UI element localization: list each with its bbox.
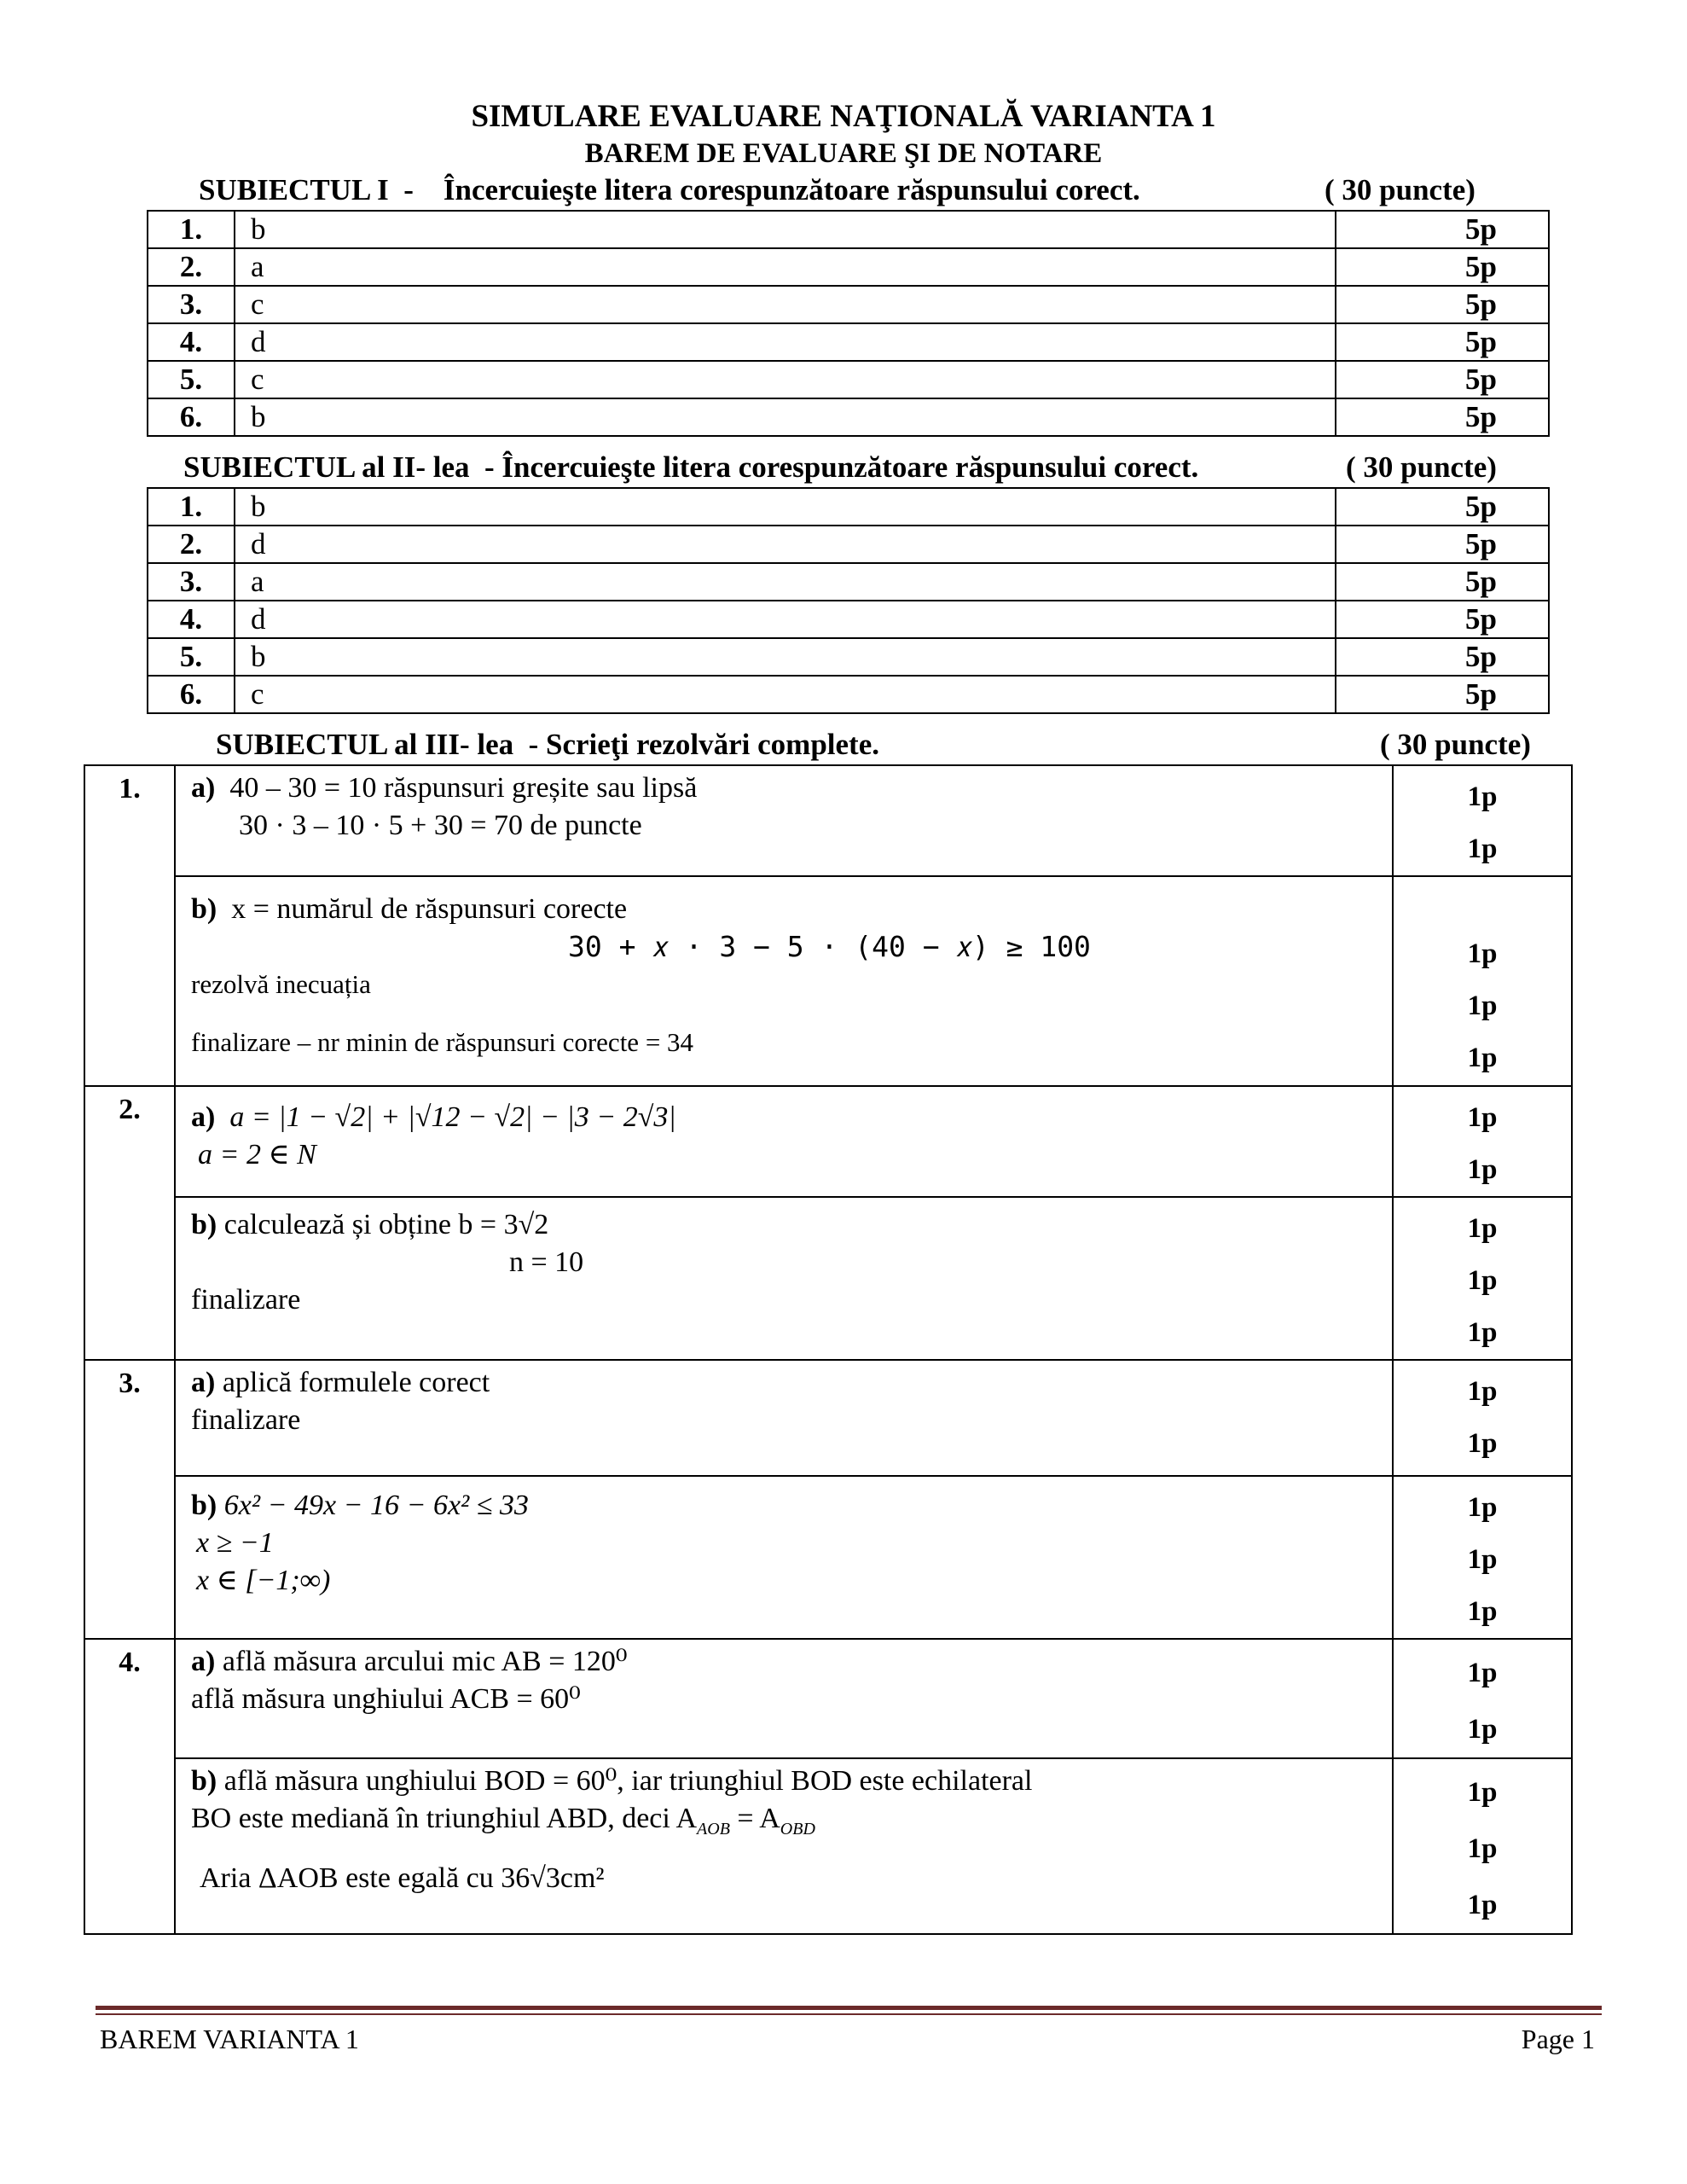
subject3-heading: SUBIECTUL al III- lea - Scrieţi rezolvări complete.	[216, 728, 879, 761]
table-row	[148, 398, 1549, 436]
formula: a = |1 − √2| + |√12 − √2| − |3 − 2√3|	[229, 1101, 676, 1133]
row-number: 2.	[148, 526, 235, 563]
footer-left: BAREM VARIANTA 1	[100, 2024, 359, 2054]
row-number: 1.	[148, 488, 235, 526]
table-row	[148, 676, 1549, 713]
problem-number: 1.	[84, 765, 175, 1086]
footer-rule	[96, 2006, 1602, 2010]
row-points: 5p	[1336, 286, 1549, 323]
footer-page: Page 1	[1521, 2024, 1595, 2054]
row-number: 3.	[148, 563, 235, 601]
problem-4b	[175, 1758, 1393, 1934]
row-number: 2.	[148, 248, 235, 286]
points-cell	[1393, 1086, 1572, 1197]
points-value: 1p	[1467, 1596, 1498, 1627]
table-row	[84, 1639, 1572, 1758]
points-value: 1p	[1467, 1102, 1498, 1133]
table-row	[84, 1758, 1572, 1934]
table-row	[148, 488, 1549, 526]
page-title: SIMULARE EVALUARE NAŢIONALĂ VARIANTA 1	[471, 99, 1216, 134]
points-value: 1p	[1467, 1317, 1498, 1348]
points-cell	[1393, 1476, 1572, 1639]
row-points: 5p	[1336, 601, 1549, 638]
subject2-points: ( 30 puncte)	[1346, 450, 1497, 484]
solution-line: finalizare	[191, 1404, 301, 1436]
points-cell	[1393, 1360, 1572, 1476]
table-row	[148, 563, 1549, 601]
part-label: b)	[191, 1490, 217, 1521]
row-number: 5.	[148, 638, 235, 676]
row-answer: a	[235, 563, 1336, 601]
subject3-points: ( 30 puncte)	[1380, 728, 1531, 761]
row-answer: b	[235, 638, 1336, 676]
points-value: 1p	[1467, 834, 1498, 864]
points-value: 1p	[1467, 1833, 1498, 1864]
points-value: 1p	[1467, 1043, 1498, 1073]
subject3-table	[84, 764, 1573, 1935]
solution-line: a = 2 ∈ N	[198, 1139, 316, 1170]
row-points: 5p	[1336, 323, 1549, 361]
part-label: a)	[191, 772, 216, 804]
problem-number: 2.	[84, 1086, 175, 1360]
points-cell	[1393, 876, 1572, 1086]
part-label: b)	[191, 1209, 217, 1240]
row-answer: c	[235, 361, 1336, 398]
row-points: 5p	[1336, 398, 1549, 436]
table-row	[84, 876, 1572, 1086]
row-number: 1.	[148, 211, 235, 248]
solution-line: BO este mediană în triunghiul ABD, deci A	[191, 1803, 698, 1834]
problem-2b	[175, 1197, 1393, 1360]
points-value: 1p	[1467, 1492, 1498, 1523]
points-value: 1p	[1467, 1544, 1498, 1575]
points-cell	[1393, 1758, 1572, 1934]
solution-line: 40 – 30 = 10 răspunsuri greșite sau lipsă	[229, 772, 698, 804]
footer-rule-thin	[96, 2013, 1602, 2015]
problem-number: 4.	[84, 1639, 175, 1934]
solution-line: finalizare	[191, 1284, 301, 1316]
row-answer: d	[235, 526, 1336, 563]
part-label: a)	[191, 1646, 216, 1677]
row-answer: c	[235, 286, 1336, 323]
subject1-points: ( 30 puncte)	[1325, 173, 1475, 206]
problem-2a	[175, 1086, 1393, 1197]
solution-line: n = 10	[509, 1246, 584, 1278]
part-label: a)	[191, 1367, 216, 1398]
row-points: 5p	[1336, 526, 1549, 563]
table-row	[84, 1197, 1572, 1360]
subject2-heading: SUBIECTUL al II- lea - Încercuieşte litera corespunzătoare răspunsului corect.	[183, 450, 1199, 484]
points-value: 1p	[1467, 1777, 1498, 1808]
solution-line: află măsura arcului mic AB = 120⁰	[222, 1646, 628, 1677]
row-answer: d	[235, 601, 1336, 638]
points-value: 1p	[1467, 1213, 1498, 1244]
table-row	[84, 1086, 1572, 1197]
row-answer: d	[235, 323, 1336, 361]
solution-line: află măsura unghiului ACB = 60⁰	[191, 1683, 581, 1715]
points-value: 1p	[1467, 1265, 1498, 1296]
part-label: b)	[191, 1765, 217, 1797]
problem-4a	[175, 1639, 1393, 1758]
row-points: 5p	[1336, 361, 1549, 398]
points-value: 1p	[1467, 1658, 1498, 1688]
points-value: 1p	[1467, 781, 1498, 812]
table-row	[148, 286, 1549, 323]
points-cell	[1393, 1197, 1572, 1360]
row-answer: c	[235, 676, 1336, 713]
points-cell	[1393, 765, 1572, 876]
row-answer: b	[235, 488, 1336, 526]
row-number: 6.	[148, 676, 235, 713]
solution-line: finalizare – nr minin de răspunsuri corecte = 34	[191, 1027, 694, 1057]
solution-line: x ≥ −1	[196, 1527, 274, 1559]
part-label: a)	[191, 1101, 216, 1133]
row-number: 6.	[148, 398, 235, 436]
points-cell	[1393, 1639, 1572, 1758]
table-row	[148, 526, 1549, 563]
solution-line: aplică formulele corect	[222, 1367, 490, 1398]
points-value: 1p	[1467, 1428, 1498, 1459]
row-number: 3.	[148, 286, 235, 323]
row-number: 5.	[148, 361, 235, 398]
points-value: 1p	[1467, 1714, 1498, 1745]
solution-line: 30 · 3 – 10 · 5 + 30 = 70 de puncte	[239, 810, 642, 841]
subject1-table	[147, 210, 1550, 437]
solution-line: află măsura unghiului BOD = 60⁰, iar triunghiul BOD este echilateral	[223, 1765, 1033, 1797]
row-number: 4.	[148, 601, 235, 638]
part-label: b)	[191, 893, 217, 925]
solution-line: x ∈ [−1;∞)	[196, 1565, 331, 1596]
solution-line: calculează și obține b = 3√2	[223, 1209, 549, 1240]
table-row	[148, 601, 1549, 638]
table-row	[84, 765, 1572, 876]
formula: 6x² − 49x − 16 − 6x² ≤ 33	[223, 1490, 529, 1521]
table-row	[148, 323, 1549, 361]
problem-1a	[175, 765, 1393, 876]
subscript: OBD	[780, 1819, 815, 1838]
row-points: 5p	[1336, 488, 1549, 526]
row-points: 5p	[1336, 676, 1549, 713]
row-points: 5p	[1336, 211, 1549, 248]
row-points: 5p	[1336, 563, 1549, 601]
points-value: 1p	[1467, 1154, 1498, 1185]
page-subtitle: BAREM DE EVALUARE ŞI DE NOTARE	[584, 138, 1103, 169]
table-row	[148, 211, 1549, 248]
row-answer: a	[235, 248, 1336, 286]
solution-line: Aria ΔAOB este egală cu 36√3cm²	[200, 1862, 605, 1894]
problem-1b	[175, 876, 1393, 1086]
problem-3a	[175, 1360, 1393, 1476]
solution-line: rezolvă inecuația	[191, 969, 371, 999]
problem-number: 3.	[84, 1360, 175, 1639]
table-row	[84, 1476, 1572, 1639]
row-number: 4.	[148, 323, 235, 361]
table-row	[148, 638, 1549, 676]
formula: 30 + 𝑥 · 3 − 5 · (40 − 𝑥) ≥ 100	[568, 930, 1091, 963]
row-answer: b	[235, 398, 1336, 436]
table-row	[148, 361, 1549, 398]
row-answer: b	[235, 211, 1336, 248]
points-value: 1p	[1467, 938, 1498, 969]
subject2-table	[147, 487, 1550, 714]
solution-line: = A	[729, 1803, 780, 1834]
row-points: 5p	[1336, 248, 1549, 286]
subject1-heading: SUBIECTUL I - Încercuieşte litera corespunzătoare răspunsului corect.	[199, 173, 1140, 206]
subscript: AOB	[697, 1819, 730, 1838]
table-row	[148, 248, 1549, 286]
points-value: 1p	[1467, 1376, 1498, 1407]
solution-line: x = numărul de răspunsuri corecte	[231, 893, 628, 925]
points-value: 1p	[1467, 990, 1498, 1021]
points-value: 1p	[1467, 1890, 1498, 1920]
problem-3b	[175, 1476, 1393, 1639]
row-points: 5p	[1336, 638, 1549, 676]
table-row	[84, 1360, 1572, 1476]
